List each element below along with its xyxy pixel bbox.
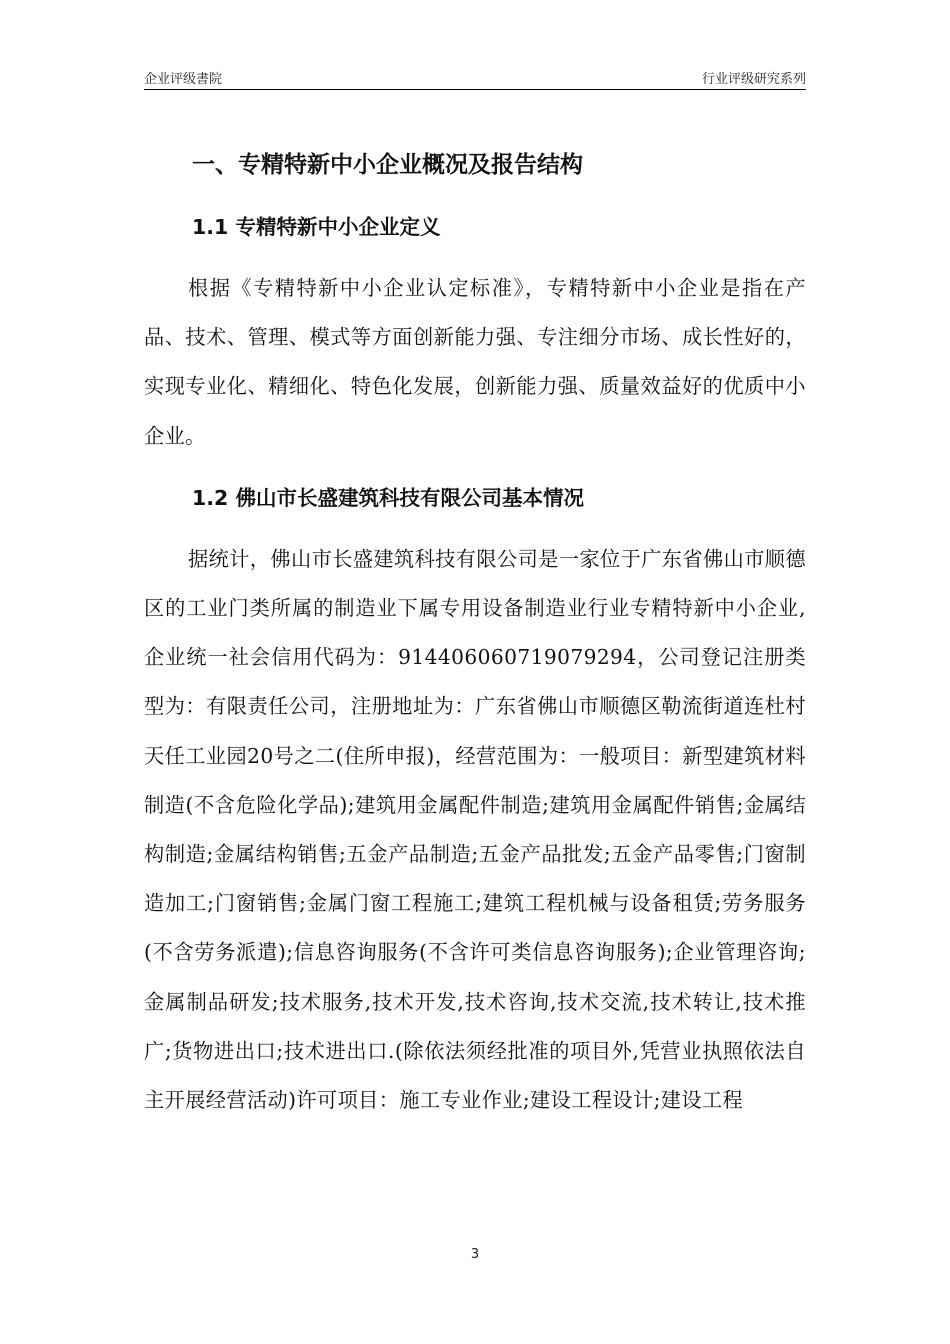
header-right-text: 行业评级研究系列	[701, 72, 806, 87]
section-1-2-paragraph: 据统计，佛山市长盛建筑科技有限公司是一家位于广东省佛山市顺德区的工业门类所属的制造业下属专用设备制造业行业专精特新中小企业,企业统一社会信用代码为：91440606071907929​4，公司登记注册类型为：有限责任公司，注册地址为：广东省佛山市顺德区勒流街道连杜村天任工业园20号之二(住所申报)，经营范围为：一般项目：新型建筑材料制造(不含危险化学品);建筑用金属配件制造;建筑用金属配件销售;金属结构制造;金属结构销售;五金产品制造;五金产品批发;五金产品零售;门窗制造加工;门窗销售;金属门窗工程施工;建筑工程机械与设备租赁;劳务服务(不含劳务派遣);信息咨询服务(不含许可类信息咨询服务);企业管理咨询;金属制品研发;技术服务,技术开发,技术咨询,技术交流,技术转让,技术推广;货物进出口;技术进出口.(除依法须经批准的项目外,凭营业执照依法自主开展经营活动)许可项目：施工专业作业;建设工程设计;建设工程	[144, 546, 806, 1113]
section-1-1-paragraph: 根据《专精特新中小企业认定标准》，专精特新中小企业是指在产品、技术、管理、模式等方面创新能力强、专注细分市场、成长性好的，实现专业化、精细化、特色化发展，创新能力强、质量效益好的优质中小企业。	[144, 276, 806, 448]
section-1-2-heading: 1.2 佛山市长盛建筑科技有限公司基本情况	[192, 485, 584, 510]
section-1-1-heading: 1.1 专精特新中小企业定义	[192, 215, 441, 239]
section-1-heading: 一、专精特新中小企业概况及报告结构	[192, 152, 583, 178]
header-divider	[144, 89, 806, 90]
page-body	[144, 140, 806, 1125]
header-left-text: 企业评级書院	[144, 72, 223, 87]
page-number: 3	[470, 1247, 480, 1262]
page-header	[144, 66, 806, 88]
